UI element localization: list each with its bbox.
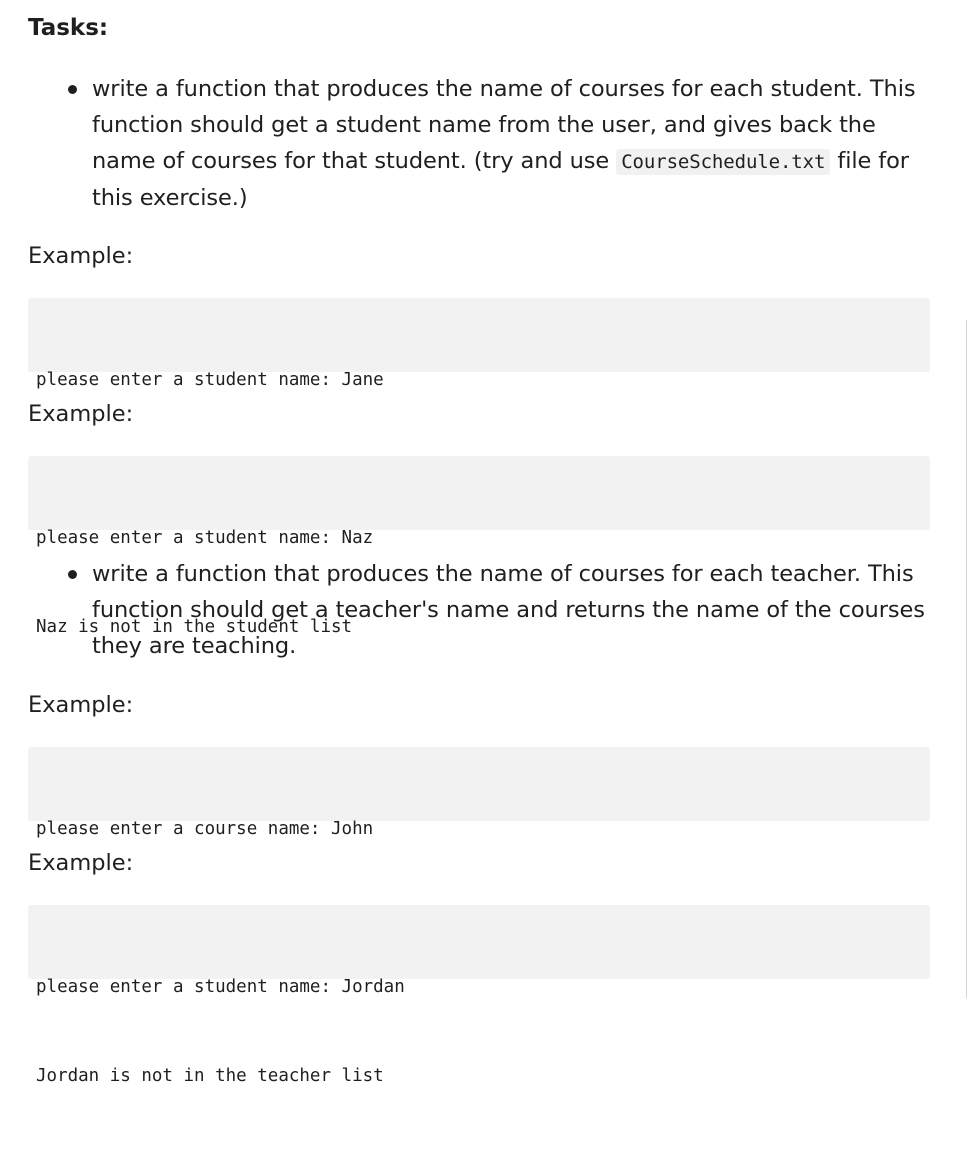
example-label: Example: — [28, 401, 134, 427]
example-label: Example: — [28, 850, 134, 876]
task-text-end: file for this exercise.) — [92, 148, 909, 211]
code-line: Jordan is not in the teacher list — [36, 1065, 384, 1086]
code-line: please enter a student name: Jane — [36, 370, 384, 390]
example-label: Example: — [28, 243, 134, 269]
scrollbar[interactable] — [966, 320, 970, 998]
inline-code-filename: CourseSchedule.txt — [616, 149, 830, 175]
code-line: please enter a course name: John — [36, 819, 374, 839]
bullet-icon — [68, 85, 77, 94]
code-block — [28, 298, 930, 390]
bullet-icon — [68, 570, 77, 579]
code-line: please enter a student name: Jordan — [36, 977, 405, 997]
code-line: please enter a student name: Naz — [36, 528, 374, 548]
code-block — [28, 747, 930, 839]
code-line: Naz is not in the student list — [36, 616, 353, 637]
task-teacher-courses — [28, 556, 930, 664]
code-block — [28, 905, 930, 1086]
task-list-2 — [28, 556, 930, 664]
task-text: write a function that produces the name of courses for each teacher. This function should get a teacher's name and returns the name of the courses they are teaching. — [92, 561, 925, 659]
task-student-courses — [28, 71, 930, 216]
task-text: write a function that produces the name of courses for each student. This function should get a student name from the user, and gives back the name of courses for that student. (try and use — [92, 76, 916, 174]
task-list-1 — [28, 71, 930, 216]
tasks-heading: Tasks: — [28, 15, 109, 41]
example-label: Example: — [28, 692, 134, 718]
